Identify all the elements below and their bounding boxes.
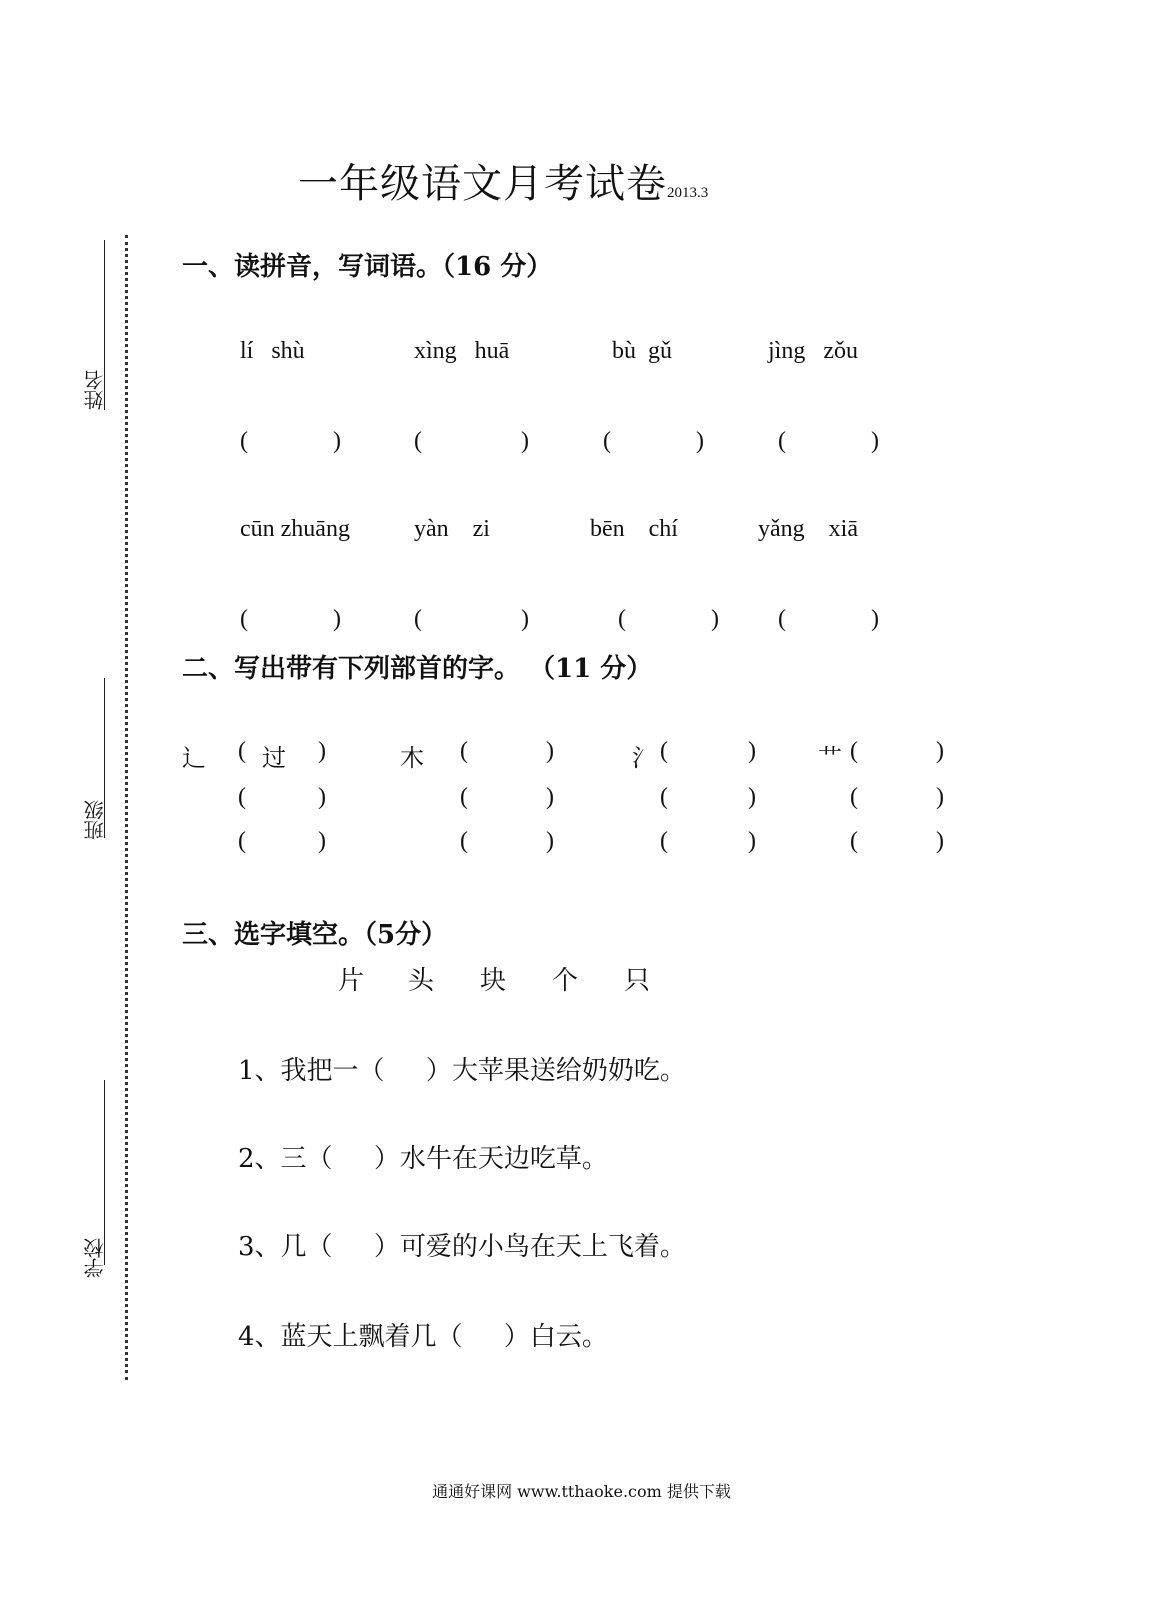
sentence-4: 4、蓝天上飘着几（ ）白云。 xyxy=(238,1322,608,1352)
radical-blank-mu-2[interactable]: ( xyxy=(460,784,468,810)
option-ge: 个 xyxy=(552,966,579,996)
radical-blank-shui-2[interactable]: ( xyxy=(660,784,668,810)
pinyin-yang-xia: yǎng xiā xyxy=(758,516,858,542)
pinyin-jing-zou: jìng zǒu xyxy=(768,338,858,364)
answer-blank-4[interactable]: ( xyxy=(778,428,786,454)
answer-blank-6[interactable]: ( xyxy=(414,606,422,632)
radical-blank-cao-2[interactable]: ( xyxy=(850,784,858,810)
pinyin-cun-zhuang: cūn zhuāng xyxy=(240,516,350,542)
sentence-2: 2、三（ ）水牛在天边吃草。 xyxy=(238,1144,608,1174)
pinyin-xing-hua: xìng huā xyxy=(414,338,510,364)
title-date: 2013.3 xyxy=(667,185,709,201)
radical-blank-mu-3[interactable]: ( xyxy=(460,828,468,854)
answer-blank-7[interactable]: ( xyxy=(618,606,626,632)
radical-blank-cao-1[interactable]: ( xyxy=(850,738,858,764)
pinyin-li-shu: lí shù xyxy=(240,338,305,364)
radical-blank-chuo-3[interactable]: ( xyxy=(238,828,246,854)
answer-blank-1[interactable]: ( xyxy=(240,428,248,454)
example-answer: 过 xyxy=(262,744,286,772)
radical-shui: 氵 xyxy=(632,744,656,772)
radical-cao: 艹 xyxy=(818,744,842,772)
answer-blank-3[interactable]: ( xyxy=(603,428,611,454)
pinyin-ben-chi: bēn chí xyxy=(590,516,678,542)
radical-blank-shui-3[interactable]: ( xyxy=(660,828,668,854)
class-label: 班级 xyxy=(83,800,107,840)
option-pian: 片 xyxy=(338,966,365,996)
section2-heading: 二、写出带有下列部首的字。 （11 分） xyxy=(182,654,653,684)
answer-blank-5[interactable]: ( xyxy=(240,606,248,632)
option-tou: 头 xyxy=(408,966,435,996)
section3-heading: 三、选字填空。（5分） xyxy=(182,920,448,950)
page-title xyxy=(298,152,708,209)
radical-blank-chuo-2[interactable]: ( xyxy=(238,784,246,810)
radical-chuo: ⻌ xyxy=(182,744,206,772)
option-kuai: 块 xyxy=(480,966,507,996)
answer-blank-8[interactable]: ( xyxy=(778,606,786,632)
binding-dotted-line xyxy=(125,235,128,1380)
footer-credit: 通通好课网 www.tthaoke.com 提供下载 xyxy=(432,1482,731,1501)
radical-blank-cao-3[interactable]: ( xyxy=(850,828,858,854)
pinyin-yan-zi: yàn zi xyxy=(414,516,490,542)
name-label: 姓名 xyxy=(83,370,107,410)
answer-blank-2[interactable]: ( xyxy=(414,428,422,454)
radical-mu: 木 xyxy=(400,744,424,772)
school-label: 学校 xyxy=(83,1238,107,1278)
pinyin-bu-gu: bù gǔ xyxy=(612,338,672,364)
radical-blank-mu-1[interactable]: ( xyxy=(460,738,468,764)
title-text: 一年级语文月考试卷 xyxy=(298,161,667,207)
sentence-1: 1、我把一（ ）大苹果送给奶奶吃。 xyxy=(238,1056,686,1086)
section1-heading: 一、读拼音，写词语。（16 分） xyxy=(182,252,553,282)
option-zhi: 只 xyxy=(624,966,651,996)
radical-blank-shui-1[interactable]: ( xyxy=(660,738,668,764)
sentence-3: 3、几（ ）可爱的小鸟在天上飞着。 xyxy=(238,1232,686,1262)
